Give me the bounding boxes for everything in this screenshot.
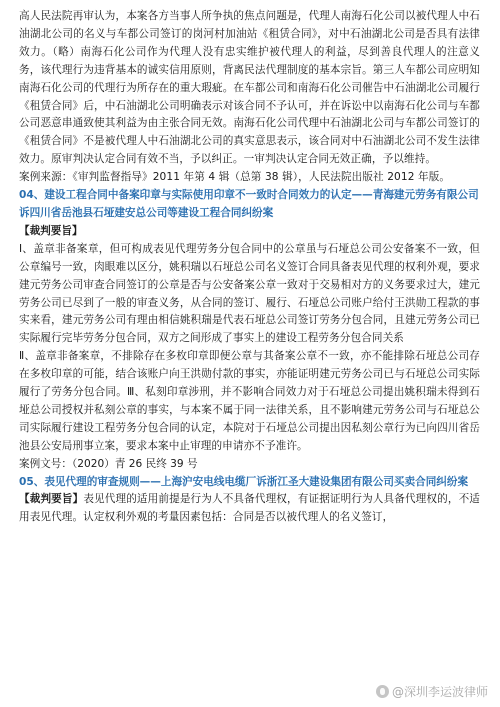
section-04-point-2: Ⅱ、盖章非备案章，不排除存在多枚印章即便公章与其备案公章不一致，亦不能排除石垭总公司存在多枚印章的可能，结合该账户向王洪勋付款的事实，亦能证明建元劳务公司已与石垭总公司实际履行了劳务分包合同。Ⅲ、私刻印章涉刑，并不影响合同效力对于石垭总公司提出姚积瑞未得到石垭总公司授权并私刻公章的事实，与本案不属于同一法律关系，且不影响建元劳务公司与石垭总公司实际履行建设工程劳务分包合同的认定，本院对于石垭总公司提出因私刻公章行为已向四川省岳池县公安局刑事立案，要求本案中止审理的申请亦不予准许。 [19,350,480,452]
section-04-ruling-tag: 【裁判要旨】 [19,224,83,237]
section-05-ruling-tag: 【裁判要旨】 [19,493,84,506]
section-04-case-number: 案例文号：（2020）青 26 民终 39 号 [19,457,198,470]
section-05-ruling [19,491,480,527]
watermark [376,683,488,700]
paragraph-court-reasoning: 高人民法院再审认为，本案各方当事人所争执的焦点问题是，代理人南海石化公司以被代理人中石油湖北公司的名义与车都公司签订的岗河村加油站《租赁合同》，对中石油湖北公司是否具有法律效力。（略）南海石化公司作为代理人没有忠实维护被代理人的利益，尽到善良代理人的注意义务，该代理行为违背基本的诚实信用原则，背离民法代理制度的基本宗旨。第三人车都公司应明知南海石化公司的代理行为所存在的重大瑕疵。在车都公司和南海石化公司催告中石油湖北公司履行《租赁合同》后，中石油湖北公司明确表示对该合同不予认可，并在诉讼中以南海石化公司与车都公司恶意串通致使其利益为由主张合同无效。南海石化公司代理中石油湖北公司与车都公司签订的《租赁合同》不是被代理人中石油湖北公司的真实意思表示，该合同对中石油湖北公司不发生法律效力。原审判决认定合同有效不当，予以纠正。一审判决认定合同无效正确，予以维持。 [19,10,480,166]
section-04-point-1: Ⅰ、盖章非备案章，但可构成表见代理劳务分包合同中的公章虽与石垭总公司公安备案不一致，但公章编号一致，肉眼难以区分，姚积瑞以石垭总公司名义签订合同具备表见代理的权利外观，要求建元劳务公司审查合同签订的公章是否与公安备案公章一致对于交易相对方的义务要求过大，建元劳务公司已尽到了一般的审查义务，从合同的签订、履行、石垭总公司账户给付王洪勋工程款的事实来看，建元劳务公司有理由相信姚积瑞是代表石垭总公司签订劳务分包合同，且建元劳务公司已实际履行完毕劳务分包合同，双方之间形成了事实上的建设工程劳务分包合同关系 [19,242,480,345]
paragraph-case-source: 案例来源：《审判监督指导》2011 年第 4 辑（总第 38 辑），人民法院出版社 2012 年版。 [19,171,451,184]
watermark-text: @深圳李运波律师 [391,685,488,699]
chat-bubble-icon [376,685,389,698]
section-05-ruling-text: 表见代理的适用前提是行为人不具备代理权，有证据证明行为人具备代理权的，不适用表见代理。认定权利外观的考量因素包括：合同是否以被代理人的名义签订， [19,493,480,524]
section-04-heading: 04、建设工程合同中备案印章与实际使用印章不一致时合同效力的认定——青海建元劳务有限公司诉四川省岳池县石垭建安总公司等建设工程合同纠纷案 [19,189,479,219]
section-05-heading: 05、表见代理的审查规则——上海沪安电线电缆厂诉浙江圣大建设集团有限公司买卖合同纠纷案 [19,475,469,488]
